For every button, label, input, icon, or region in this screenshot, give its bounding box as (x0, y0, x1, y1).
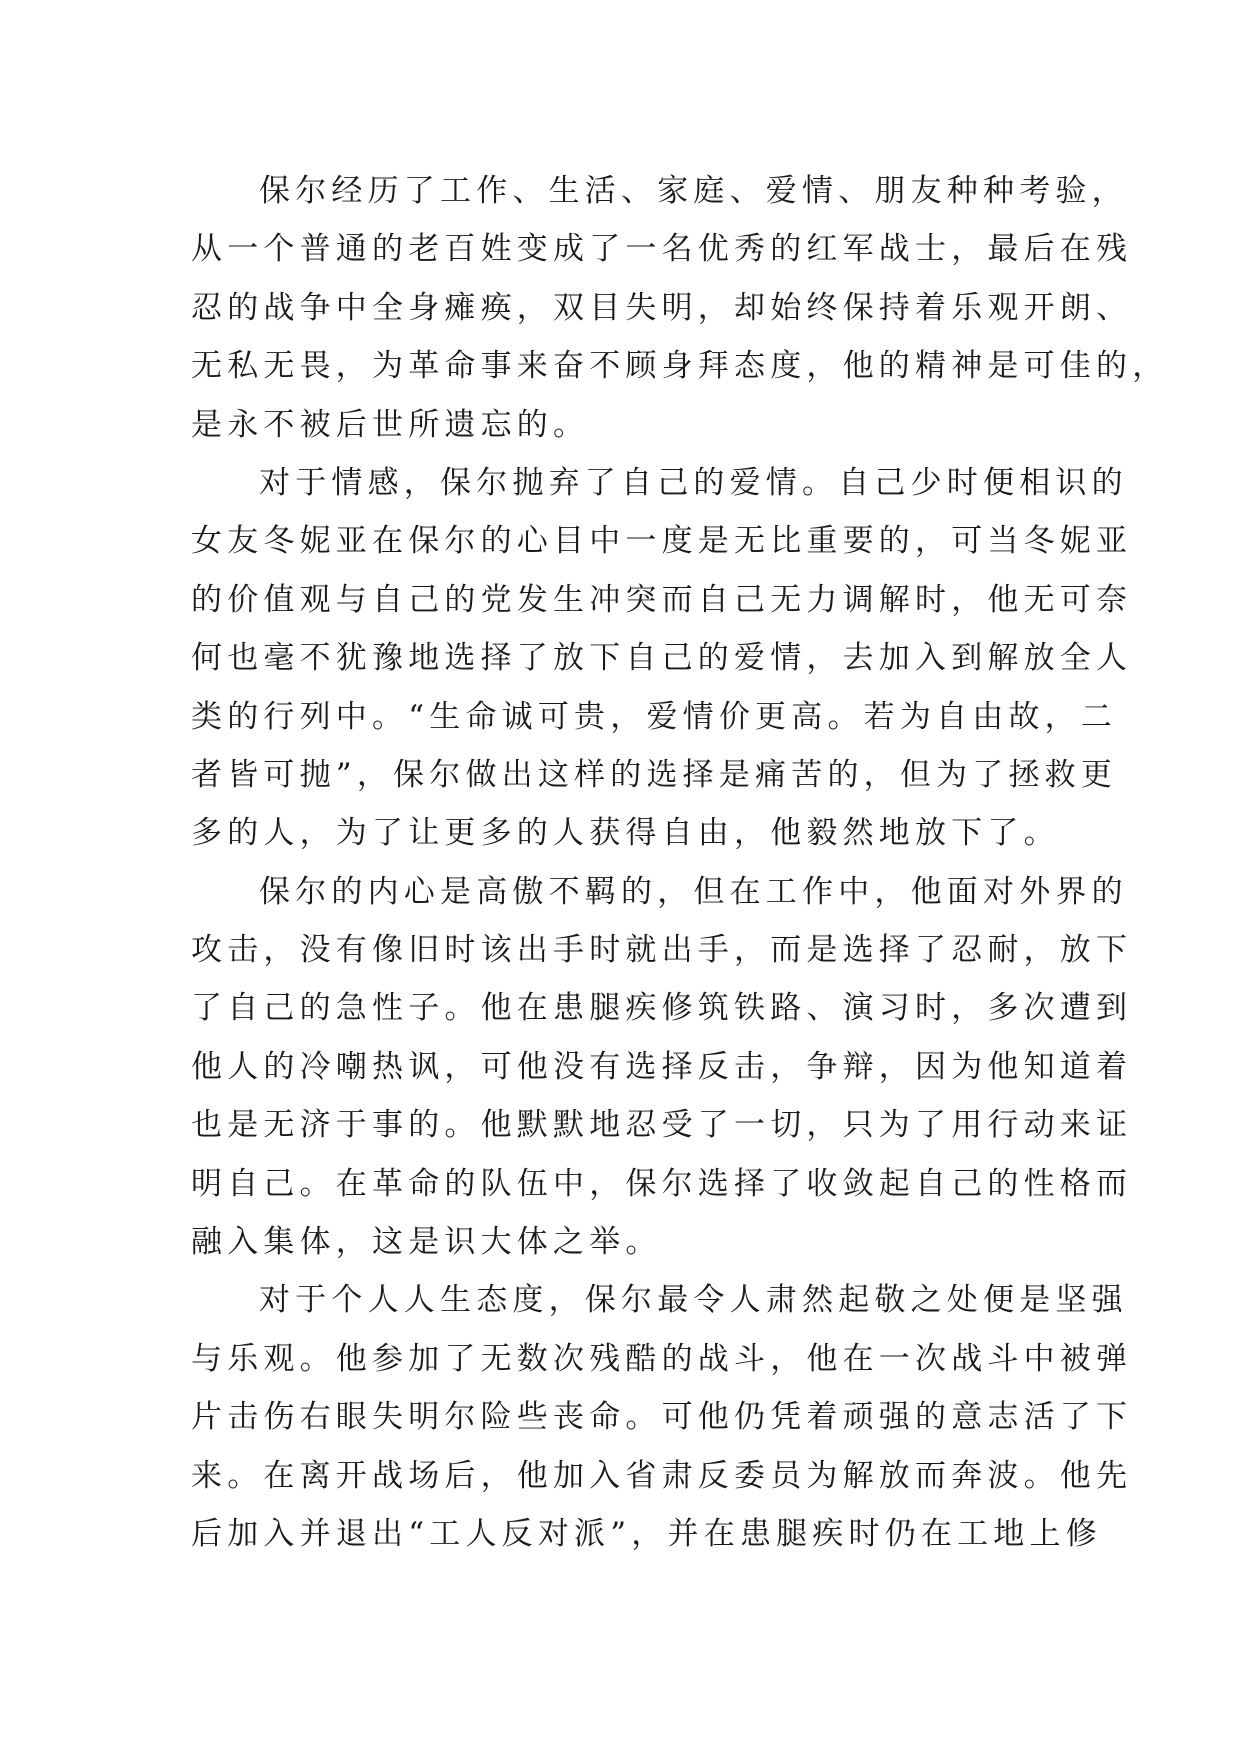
text-line: 明自己。在革命的队伍中，保尔选择了收敛起自己的性格而 (191, 1165, 1133, 1202)
text-line: 片击伤右眼失明尔险些丧命。可他仍凭着顽强的意志活了下 (191, 1399, 1133, 1436)
text-line: 后加入并退出“工人反对派”，并在患腿疾时仍在工地上修 (191, 1515, 1102, 1552)
text-line: 忍的战争中全身瘫痪，双目失明，却始终保持着乐观开朗、 (191, 289, 1133, 326)
text-line: 何也毫不犹豫地选择了放下自己的爱情，去加入到解放全人 (191, 640, 1133, 677)
paragraph (191, 863, 1133, 1272)
text-line: 攻击，没有像旧时该出手时就出手，而是选择了忍耐，放下 (191, 932, 1133, 969)
paragraph (191, 1271, 1133, 1563)
text-line: 者皆可抛”，保尔做出这样的选择是痛苦的，但为了拯救更 (191, 756, 1118, 793)
text-line: 女友冬妮亚在保尔的心目中一度是无比重要的，可当冬妮亚 (191, 523, 1133, 560)
text-line: 是永不被后世所遗忘的。 (191, 406, 590, 443)
text-line: 与乐观。他参加了无数次残酷的战斗，他在一次战斗中被弹 (191, 1340, 1133, 1377)
text-line: 无私无畏，为革命事来奋不顾身拜态度，他的精神是可佳的， (191, 348, 1169, 385)
text-line: 多的人，为了让更多的人获得自由，他毅然地放下了。 (191, 815, 1060, 852)
text-line: 从一个普通的老百姓变成了一名优秀的红军战士，最后在残 (191, 231, 1133, 268)
text-line: 了自己的急性子。他在患腿疾修筑铁路、演习时，多次遭到 (191, 990, 1133, 1027)
text-line: 类的行列中。“生命诚可贵，爱情价更高。若为自由故，二 (191, 698, 1118, 735)
text-line: 他人的冷嘲热讽，可他没有选择反击，争辩，因为他知道着 (191, 1048, 1133, 1085)
text-line: 的价值观与自己的党发生冲突而自己无力调解时，他无可奈 (191, 581, 1133, 618)
paragraph (191, 162, 1169, 454)
text-line: 也是无济于事的。他默默地忍受了一切，只为了用行动来证 (191, 1107, 1133, 1144)
text-line: 来。在离开战场后，他加入省肃反委员为解放而奔波。他先 (191, 1457, 1133, 1494)
text-line: 融入集体，这是识大体之举。 (191, 1224, 662, 1261)
text-line: 保尔经历了工作、生活、家庭、爱情、朋友种种考验， (259, 173, 1128, 209)
text-line: 对于情感，保尔抛弃了自己的爱情。自己少时便相识的 (259, 464, 1128, 501)
text-line: 对于个人人生态度，保尔最令人肃然起敬之处便是坚强 (259, 1282, 1128, 1319)
document-body (191, 162, 1169, 1563)
text-line: 保尔的内心是高傲不羁的，但在工作中，他面对外界的 (259, 873, 1128, 910)
paragraph (191, 454, 1133, 863)
